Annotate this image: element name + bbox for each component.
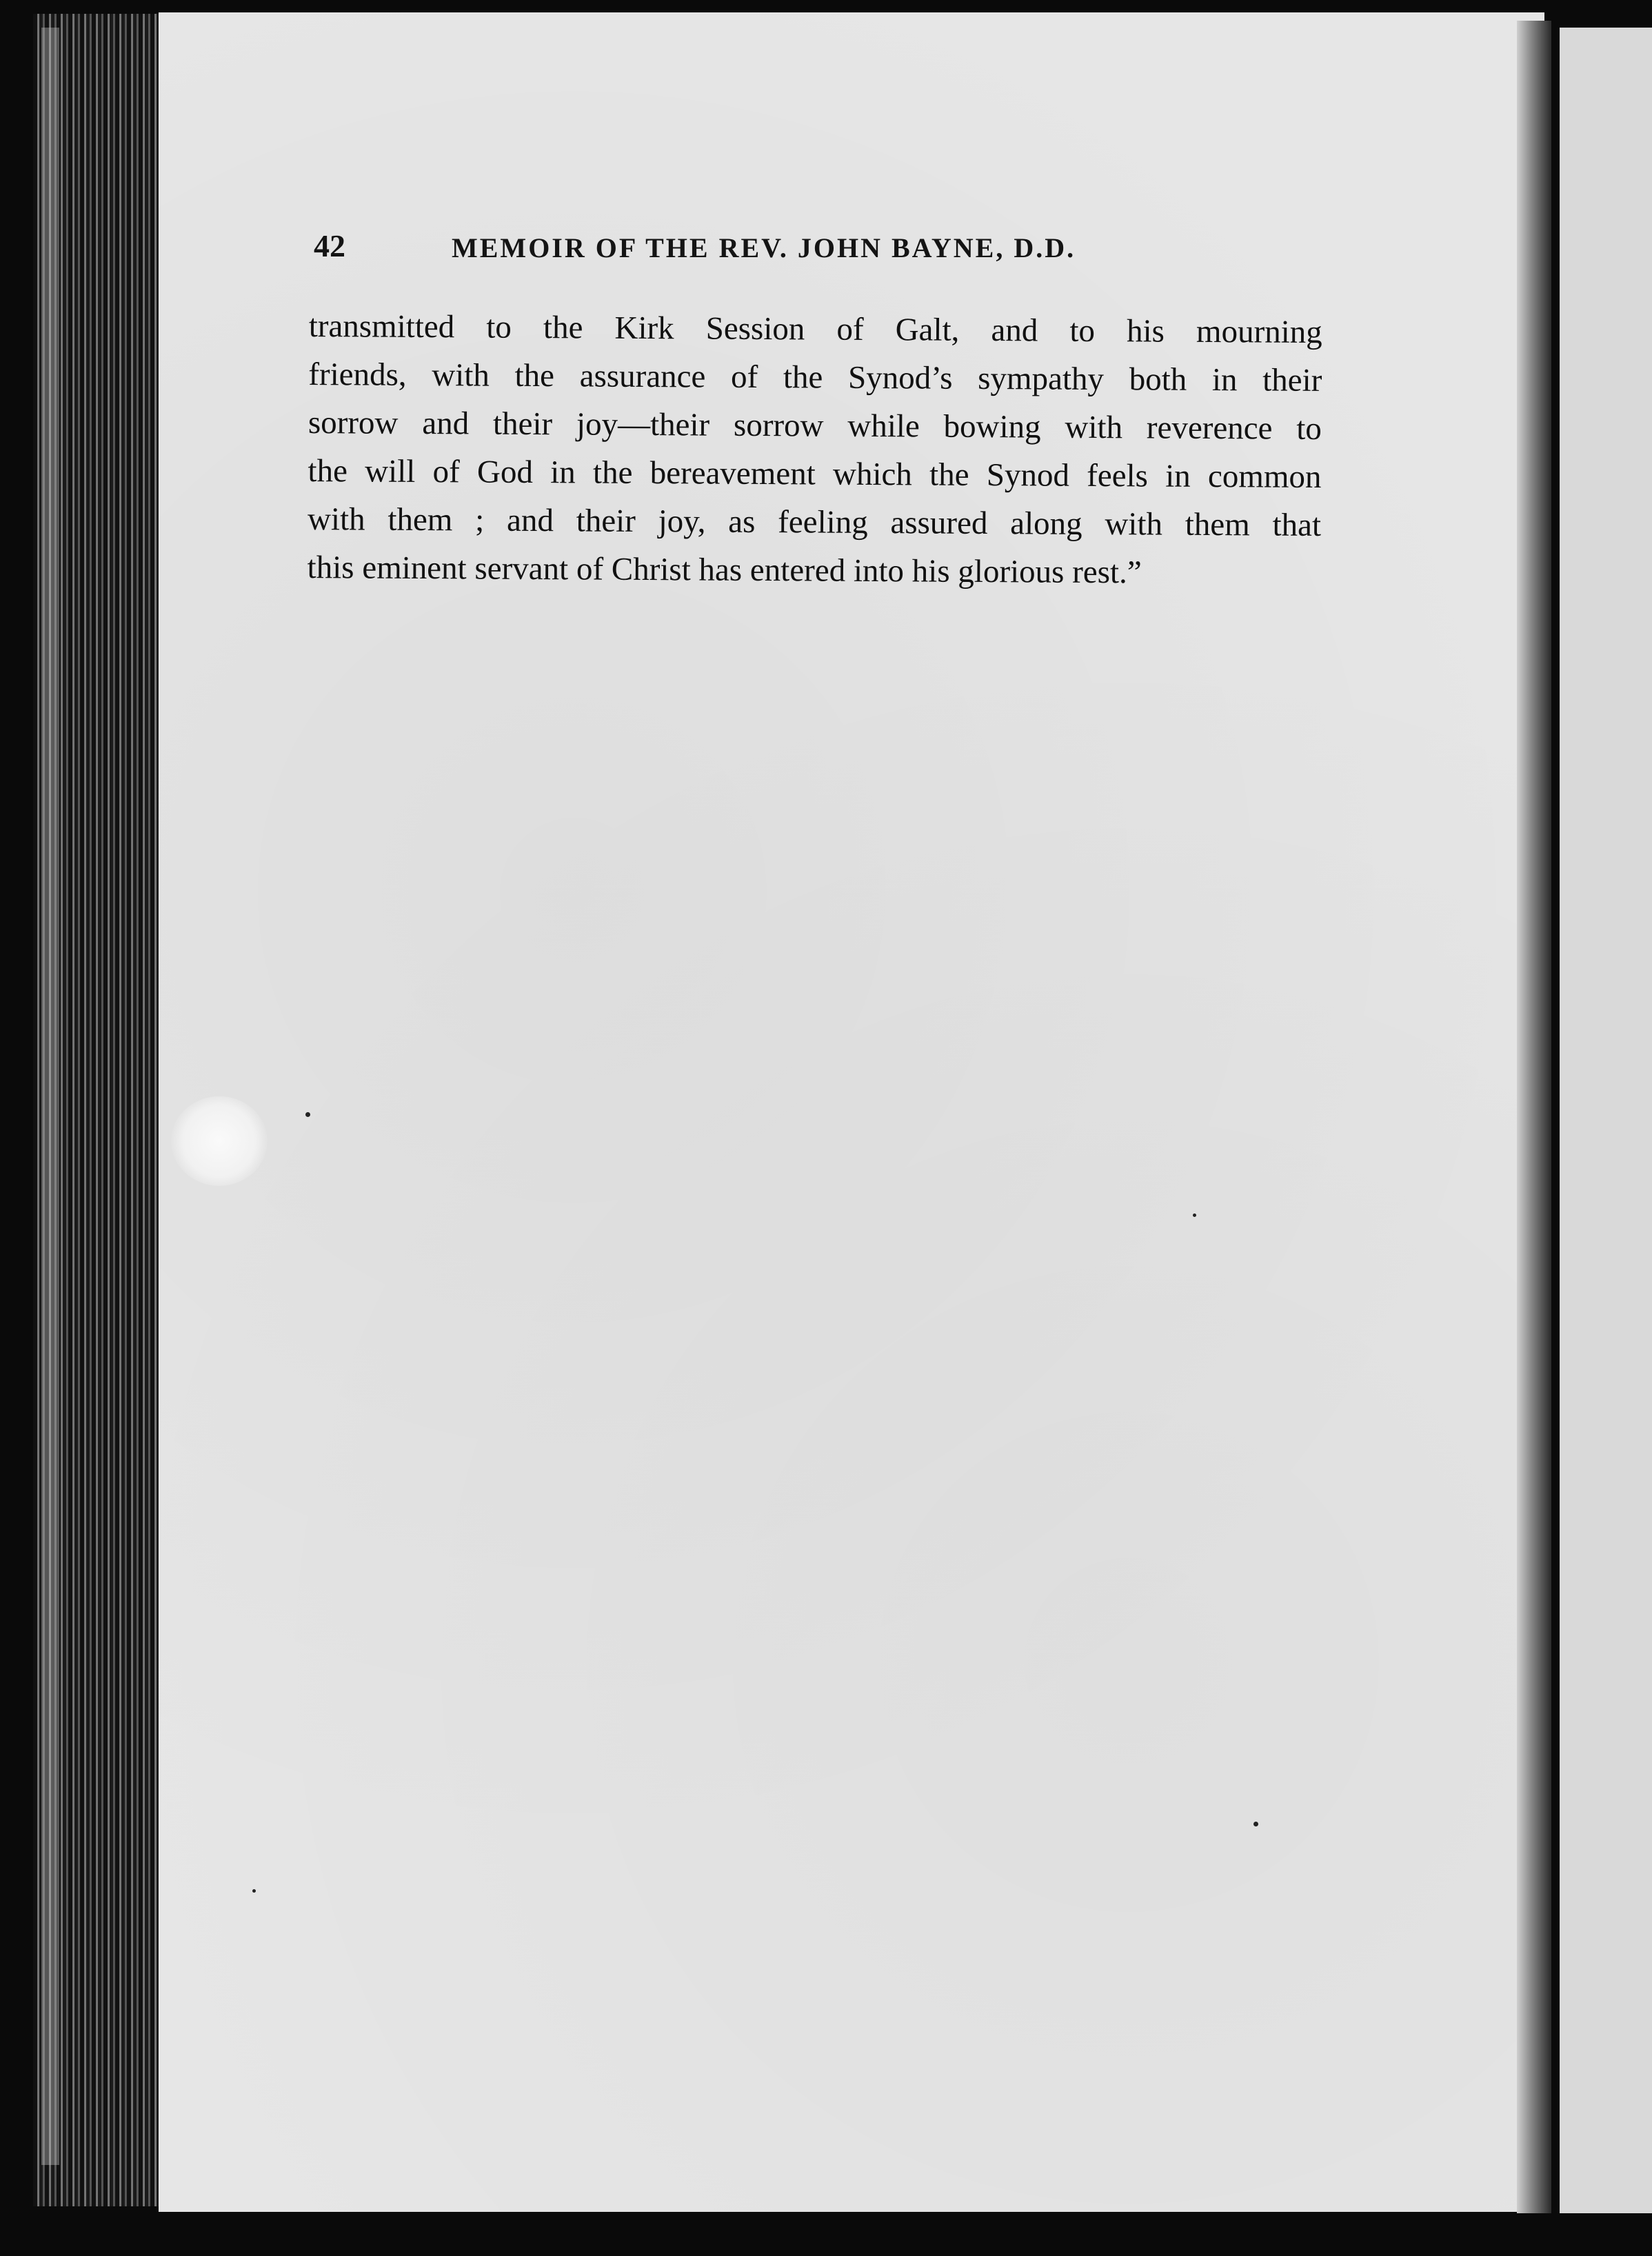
book-gutter <box>1517 21 1551 2213</box>
running-head-title: MEMOIR OF THE REV. JOHN BAYNE, D.D. <box>452 232 1076 263</box>
ink-speck <box>1193 1213 1196 1217</box>
text-line: this eminent servant of Christ has entered into his glorious rest.” <box>307 549 1142 591</box>
page-number: 42 <box>314 228 345 263</box>
ink-speck <box>1253 1822 1258 1826</box>
ink-speck <box>252 1889 256 1893</box>
ink-speck <box>305 1112 310 1117</box>
page-header <box>314 228 1334 276</box>
text-line: transmitted to the Kirk Session of Galt, and to his mourning <box>308 308 1322 350</box>
facing-page-edge <box>1560 28 1652 2213</box>
text-line: the will of God in the bereavement which the Synod feels in common <box>308 452 1322 495</box>
page-edge-highlight <box>41 28 59 2165</box>
body-paragraph <box>307 302 1322 598</box>
text-line: friends, with the assurance of the Synod’s sympathy both in their <box>308 356 1322 399</box>
text-line: with them ; and their joy, as feeling assured along with them that <box>307 501 1322 543</box>
paper-blemish <box>171 1096 268 1186</box>
text-line: sorrow and their joy—their sorrow while bowing with reverence to <box>308 404 1322 447</box>
